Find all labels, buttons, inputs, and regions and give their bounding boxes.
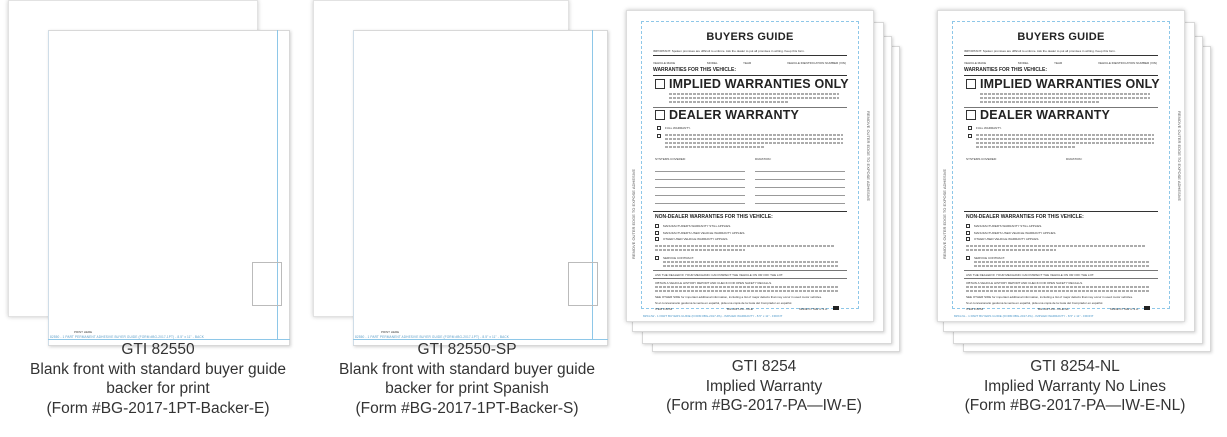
product-gti-82550-sp[interactable] xyxy=(313,0,613,437)
field-year: YEAR xyxy=(743,61,752,65)
manufacturer-checkbox xyxy=(966,224,970,228)
service-contract-label: SERVICE CONTRACT. xyxy=(663,256,695,260)
product-form-number: (Form #BG-2017-PA—IW-E) xyxy=(666,397,862,414)
product-caption xyxy=(8,340,308,418)
spanish-note: Si el concesionario gestiona la venta en español, pida una copia de la Guía del Comprador en español. xyxy=(966,301,1104,305)
item-number: ITEM # 8254 xyxy=(655,307,673,311)
duration-line xyxy=(755,171,845,172)
divider xyxy=(653,211,847,212)
left-edge-label: REMOVE OUTER EDGE TO EXPOSE ADHESIVE xyxy=(942,168,947,259)
important-note: IMPORTANT: Spoken promises are difficult to enforce. Ask the dealer to put all promises in writing. Keep this form. xyxy=(653,49,805,53)
field-vin: VEHICLE IDENTIFICATION NUMBER (VIN) xyxy=(787,61,846,65)
text-line xyxy=(665,134,843,136)
right-edge-label: REMOVE OUTER EDGE TO EXPOSE ADHESIVE xyxy=(866,111,871,202)
limited-warranty-checkbox xyxy=(968,134,972,138)
manufacturer-checkbox xyxy=(655,224,659,228)
guide-footer-text: 8254-NL - 1 PART BUYERS GUIDE (FORM #BG-2017-PA) - IMPLIED WARRANTY - 8.5" x 11" - FRONT xyxy=(954,314,1094,318)
non-dealer-heading: NON-DEALER WARRANTIES FOR THIS VEHICLE: xyxy=(966,214,1084,220)
print-here-label: PRINT HERE xyxy=(381,330,400,334)
text-line xyxy=(966,249,1056,251)
dealer-warranty-title: DEALER WARRANTY xyxy=(669,108,800,122)
text-line xyxy=(663,261,839,263)
backer-box xyxy=(568,262,598,306)
implied-checkbox xyxy=(966,79,976,89)
form-number: BG-2017-PA - IW-E xyxy=(727,307,753,311)
divider xyxy=(653,278,847,279)
product-caption xyxy=(925,357,1225,416)
product-desc-line-1: Blank front with standard buyer guide xyxy=(339,360,595,378)
divider xyxy=(653,75,847,76)
systems-line xyxy=(655,187,745,188)
used-vehicle-label: MANUFACTURER'S USED VEHICLE WARRANTY APPLIES. xyxy=(974,231,1057,235)
service-contract-checkbox xyxy=(655,256,659,260)
item-number: ITEM # 8254 xyxy=(966,307,984,311)
history-note: OBTAIN A VEHICLE HISTORY REPORT AND CHECK FOR OPEN SAFETY RECALLS. xyxy=(966,281,1083,285)
made-in-label: MADE IN THE U.S.A. xyxy=(1110,307,1139,311)
product-desc-line-2: backer for print Spanish xyxy=(385,380,549,397)
field-year: YEAR xyxy=(1054,61,1063,65)
history-note: OBTAIN A VEHICLE HISTORY REPORT AND CHECK FOR OPEN SAFETY RECALLS. xyxy=(655,281,772,285)
limited-warranty-checkbox xyxy=(657,134,661,138)
made-in-label: MADE IN THE U.S.A. xyxy=(799,307,828,311)
divider xyxy=(964,55,1158,56)
dealer-warranty-title: DEALER WARRANTY xyxy=(980,108,1111,122)
used-vehicle-checkbox xyxy=(655,231,659,235)
product-code: GTI 8254 xyxy=(731,358,797,375)
divider xyxy=(964,278,1158,279)
mechanic-note: ASK THE DEALER IF YOUR MECHANIC CAN INSPECT THE VEHICLE ON OR OFF THE LOT. xyxy=(966,273,1095,277)
buyers-guide-page xyxy=(626,10,874,322)
product-desc-line-1: Implied Warranty xyxy=(705,377,823,395)
print-here-label: PRINT HERE xyxy=(74,330,93,334)
divider xyxy=(653,270,847,271)
divider xyxy=(964,75,1158,76)
text-line xyxy=(655,249,745,251)
text-line xyxy=(976,134,1154,136)
manufacturer-label: MANUFACTURER'S WARRANTY STILL APPLIES. xyxy=(974,224,1043,228)
product-form-number: (Form #BG-2017-PA—IW-E-NL) xyxy=(964,397,1186,414)
text-line xyxy=(655,286,839,288)
implied-warranties-title: IMPLIED WARRANTIES ONLY xyxy=(980,77,1160,91)
systems-line xyxy=(655,171,745,172)
other-warranty-checkbox xyxy=(655,237,659,241)
text-line xyxy=(980,101,1100,103)
guide-title: BUYERS GUIDE xyxy=(1017,31,1105,43)
product-desc-line-1: Blank front with standard buyer guide xyxy=(30,360,286,378)
implied-checkbox xyxy=(655,79,665,89)
text-line xyxy=(966,286,1150,288)
text-line xyxy=(665,146,765,148)
systems-covered-label: SYSTEMS COVERED: xyxy=(655,157,686,161)
field-vin: VEHICLE IDENTIFICATION NUMBER (VIN) xyxy=(1098,61,1157,65)
full-warranty-label: FULL WARRANTY. xyxy=(665,126,691,130)
product-form-number: (Form #BG-2017-1PT-Backer-E) xyxy=(46,399,270,417)
product-code: GTI 8254-NL xyxy=(1030,358,1120,375)
duration-label: DURATION: xyxy=(755,157,772,161)
non-dealer-heading: NON-DEALER WARRANTIES FOR THIS VEHICLE: xyxy=(655,214,773,220)
service-contract-checkbox xyxy=(966,256,970,260)
text-line xyxy=(663,265,839,267)
guide-title: BUYERS GUIDE xyxy=(706,31,794,43)
warranties-heading: WARRANTIES FOR THIS VEHICLE: xyxy=(653,67,737,73)
dealer-checkbox xyxy=(966,110,976,120)
spanish-note: Si el concesionario gestiona la venta en español, pida una copia de la Guía del Comprador en español. xyxy=(655,301,793,305)
field-make: VEHICLE MAKE xyxy=(653,61,676,65)
systems-covered-label: SYSTEMS COVERED: xyxy=(966,157,997,161)
other-warranty-checkbox xyxy=(966,237,970,241)
product-caption xyxy=(317,340,617,418)
full-warranty-checkbox xyxy=(968,126,972,130)
duration-label: DURATION: xyxy=(1066,157,1083,161)
used-vehicle-checkbox xyxy=(966,231,970,235)
text-line xyxy=(976,138,1154,140)
text-line xyxy=(976,142,1154,144)
duration-line xyxy=(755,195,845,196)
backer-footer-text: 82550 - 1 PART PERMANENT ADHESIVE BUYER GUIDE (FORM #BG-2017-1PT) - 8.5" x 11" - BACK xyxy=(50,335,204,339)
see-other-side-note: SEE OTHER SIDE for important additional information, including a list of major defects that may occur in used motor vehicles. xyxy=(655,295,822,299)
systems-line xyxy=(655,179,745,180)
full-warranty-label: FULL WARRANTY. xyxy=(976,126,1002,130)
field-model: MODEL xyxy=(707,61,718,65)
text-line xyxy=(655,290,839,292)
warranties-heading: WARRANTIES FOR THIS VEHICLE: xyxy=(964,67,1048,73)
text-line xyxy=(974,261,1150,263)
mechanic-note: ASK THE DEALER IF YOUR MECHANIC CAN INSPECT THE VEHICLE ON OR OFF THE LOT. xyxy=(655,273,784,277)
text-line xyxy=(665,142,843,144)
guide-footer-text: 8254-IW - 1 PART BUYERS GUIDE (FORM #BG-2017-PA) - IMPLIED WARRANTY - 8.5" x 11" - FRONT xyxy=(643,314,783,318)
text-line xyxy=(980,97,1150,99)
text-line xyxy=(655,245,835,247)
product-gti-8254-nl[interactable] xyxy=(925,0,1225,437)
divider xyxy=(653,55,847,56)
product-form-number: (Form #BG-2017-1PT-Backer-S) xyxy=(355,399,579,417)
text-line xyxy=(665,138,843,140)
buyers-guide-page xyxy=(937,10,1185,322)
text-line xyxy=(980,93,1150,95)
made-in-box xyxy=(833,306,839,310)
manufacturer-label: MANUFACTURER'S WARRANTY STILL APPLIES. xyxy=(663,224,732,228)
see-other-side-note: SEE OTHER SIDE for important additional information, including a list of major defects that may occur in used motor vehicles. xyxy=(966,295,1133,299)
text-line xyxy=(669,101,789,103)
used-vehicle-label: MANUFACTURER'S USED VEHICLE WARRANTY APPLIES. xyxy=(663,231,746,235)
divider xyxy=(964,211,1158,212)
product-desc-line-1: Implied Warranty No Lines xyxy=(983,377,1167,395)
backer-footer-text: 82550 - 1 PART PERMANENT ADHESIVE BUYER GUIDE (FORM #BG-2017-1PT) - 8.5" x 11" - BACK xyxy=(355,335,509,339)
text-line xyxy=(669,97,839,99)
backer-box xyxy=(252,262,282,306)
text-line xyxy=(974,265,1150,267)
text-line xyxy=(669,93,839,95)
important-note: IMPORTANT: Spoken promises are difficult to enforce. Ask the dealer to put all promises in writing. Keep this form. xyxy=(964,49,1116,53)
service-contract-label: SERVICE CONTRACT. xyxy=(974,256,1006,260)
implied-warranties-title: IMPLIED WARRANTIES ONLY xyxy=(669,77,849,91)
left-edge-label: REMOVE OUTER EDGE TO EXPOSE ADHESIVE xyxy=(631,168,636,259)
systems-line xyxy=(655,195,745,196)
field-make: VEHICLE MAKE xyxy=(964,61,987,65)
other-warranty-label: OTHER USED VEHICLE WARRANTY APPLIES. xyxy=(663,237,729,241)
product-code: GTI 82550-SP xyxy=(417,341,517,358)
divider xyxy=(964,270,1158,271)
duration-line xyxy=(755,179,845,180)
product-caption xyxy=(614,357,914,416)
duration-line xyxy=(755,187,845,188)
made-in-box xyxy=(1144,306,1150,310)
right-edge-label: REMOVE OUTER EDGE TO EXPOSE ADHESIVE xyxy=(1177,111,1182,202)
product-code: GTI 82550 xyxy=(121,341,195,358)
text-line xyxy=(966,290,1150,292)
dealer-checkbox xyxy=(655,110,665,120)
text-line xyxy=(976,146,1076,148)
product-desc-line-2: backer for print xyxy=(106,380,210,397)
form-number: BG-2017-PA - IW-E-NL xyxy=(1038,307,1069,311)
systems-line xyxy=(655,203,745,204)
other-warranty-label: OTHER USED VEHICLE WARRANTY APPLIES. xyxy=(974,237,1040,241)
product-gti-8254[interactable] xyxy=(614,0,914,437)
field-model: MODEL xyxy=(1018,61,1029,65)
text-line xyxy=(966,245,1146,247)
duration-line xyxy=(755,203,845,204)
full-warranty-checkbox xyxy=(657,126,661,130)
product-gti-82550[interactable] xyxy=(8,0,308,437)
